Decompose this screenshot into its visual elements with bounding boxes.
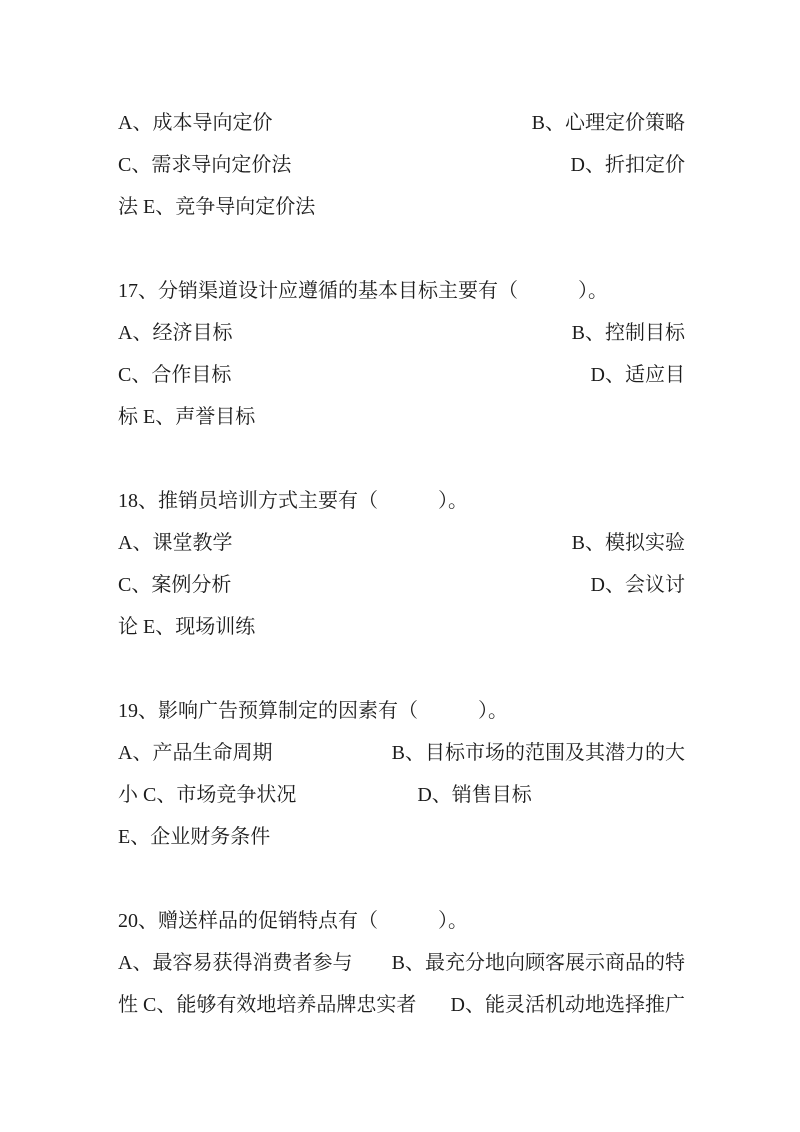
option-line	[118, 603, 685, 645]
option-text: 论 E、现场训练	[118, 615, 256, 638]
option-text: C、案例分析	[118, 573, 232, 596]
option-text: D、能灵活机动地选择推广	[450, 993, 685, 1016]
blank-line	[118, 645, 685, 687]
option-text: 性 C、能够有效地培养品牌忠实者	[118, 993, 417, 1016]
option-line	[118, 309, 685, 351]
option-text: D、会议讨	[590, 573, 685, 596]
option-line	[118, 813, 685, 855]
option-text: B、模拟实验	[571, 531, 685, 554]
question-line	[118, 267, 685, 309]
option-line	[118, 183, 685, 225]
document-body	[118, 99, 685, 1023]
option-line	[118, 939, 685, 981]
option-line	[118, 141, 685, 183]
option-line	[118, 561, 685, 603]
option-text: A、课堂教学	[118, 531, 233, 554]
question-stem-text: 17、分销渠道设计应遵循的基本目标主要有（ ）。	[118, 279, 608, 302]
blank-line	[118, 225, 685, 267]
option-text: C、合作目标	[118, 363, 232, 386]
option-text: B、目标市场的范围及其潜力的大	[391, 741, 685, 764]
option-text: A、成本导向定价	[118, 111, 273, 134]
option-text: B、心理定价策略	[531, 111, 685, 134]
option-line	[118, 981, 685, 1023]
option-text: 标 E、声誉目标	[118, 405, 256, 428]
option-text: 小 C、市场竞争状况	[118, 783, 297, 806]
option-line	[118, 351, 685, 393]
option-line	[118, 729, 685, 771]
option-text: A、最容易获得消费者参与	[118, 951, 353, 974]
option-column-spacer	[296, 792, 417, 793]
blank-line	[118, 435, 685, 477]
question-line	[118, 687, 685, 729]
option-line	[118, 771, 685, 813]
option-text: D、折扣定价	[570, 153, 685, 176]
question-stem-text: 18、推销员培训方式主要有（ ）。	[118, 489, 468, 512]
option-text: 法 E、竞争导向定价法	[118, 195, 316, 218]
question-stem-text: 20、赠送样品的促销特点有（ ）。	[118, 909, 468, 932]
option-line	[118, 99, 685, 141]
option-text: A、产品生命周期	[118, 741, 273, 764]
option-text: C、需求导向定价法	[118, 153, 292, 176]
option-line	[118, 519, 685, 561]
option-text: A、经济目标	[118, 321, 233, 344]
option-text: D、适应目	[590, 363, 685, 386]
question-line	[118, 477, 685, 519]
option-text: B、控制目标	[571, 321, 685, 344]
option-text: E、企业财务条件	[118, 825, 271, 848]
question-line	[118, 897, 685, 939]
option-text: D、销售目标	[417, 783, 532, 806]
question-stem-text: 19、影响广告预算制定的因素有（ ）。	[118, 699, 508, 722]
option-line	[118, 393, 685, 435]
option-text: B、最充分地向顾客展示商品的特	[391, 951, 685, 974]
blank-line	[118, 855, 685, 897]
